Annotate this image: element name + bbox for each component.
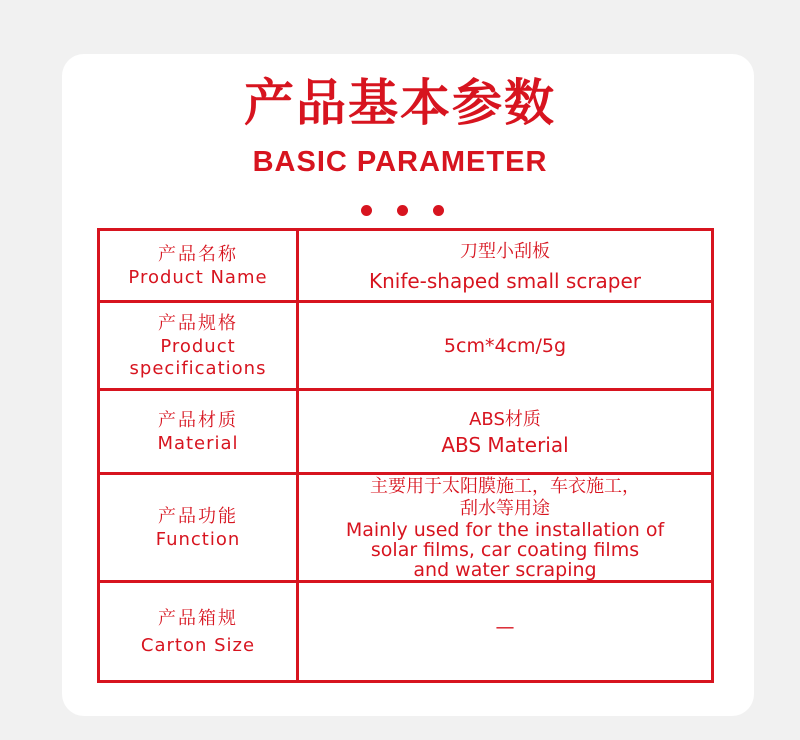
label-en: Carton Size bbox=[140, 634, 256, 656]
label-en: Function bbox=[155, 528, 241, 550]
table-row bbox=[99, 582, 713, 682]
value-line: 刮水等用途 bbox=[460, 497, 550, 519]
dot-icon bbox=[397, 205, 408, 216]
value-line: Mainly used for the installation of bbox=[345, 518, 665, 541]
label-en: Material bbox=[157, 432, 239, 454]
row-label bbox=[99, 582, 298, 682]
label-cn: 产品规格 bbox=[158, 312, 238, 334]
page-subtitle: BASIC PARAMETER bbox=[252, 146, 548, 178]
value-line: solar films, car coating films bbox=[370, 538, 640, 561]
page-title: 产品基本参数 bbox=[244, 74, 556, 132]
row-label bbox=[99, 230, 298, 302]
label-en: Product Name bbox=[128, 266, 268, 288]
row-value bbox=[298, 302, 713, 390]
parameter-table bbox=[97, 228, 714, 683]
table-row bbox=[99, 302, 713, 390]
label-cn: 产品箱规 bbox=[158, 607, 238, 629]
value-line: Knife-shaped small scraper bbox=[368, 268, 642, 293]
row-label bbox=[99, 474, 298, 582]
row-value bbox=[298, 230, 713, 302]
row-value bbox=[298, 582, 713, 682]
row-value bbox=[298, 474, 713, 582]
table-row bbox=[99, 474, 713, 582]
row-value bbox=[298, 390, 713, 474]
row-label bbox=[99, 390, 298, 474]
value-line: ABS材质 bbox=[469, 408, 541, 430]
value-line: ABS Material bbox=[441, 432, 569, 457]
table-row bbox=[99, 390, 713, 474]
decorative-dots bbox=[361, 205, 445, 217]
value-line: — bbox=[495, 616, 515, 638]
label-en: Product bbox=[160, 335, 236, 357]
value-line: 主要用于太阳膜施工，车衣施工， bbox=[370, 475, 640, 497]
value-line: 刀型小刮板 bbox=[460, 240, 550, 262]
label-cn: 产品功能 bbox=[158, 505, 238, 527]
table-row bbox=[99, 230, 713, 302]
dot-icon bbox=[361, 205, 372, 216]
label-en: specifications bbox=[129, 357, 267, 379]
value-line: and water scraping bbox=[413, 558, 597, 581]
value-line: 5cm*4cm/5g bbox=[443, 334, 567, 357]
label-cn: 产品材质 bbox=[158, 409, 238, 431]
row-label bbox=[99, 302, 298, 390]
dot-icon bbox=[433, 205, 444, 216]
label-cn: 产品名称 bbox=[158, 243, 238, 265]
